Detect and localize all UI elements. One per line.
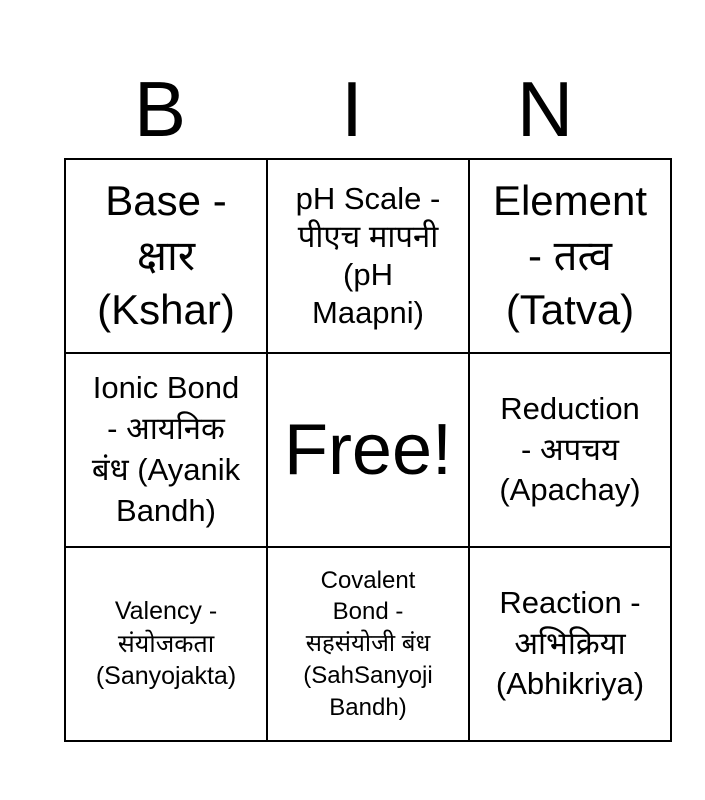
cell-r3c3-text: Reaction - अभिक्रिया (Abhikriya)	[495, 584, 645, 702]
cell-r2c1-text: Ionic Bond - आयनिक बंध (Ayanik Bandh)	[91, 370, 241, 528]
free-space-text: Free!	[283, 410, 453, 490]
cell-r1c3[interactable]	[469, 159, 671, 353]
grid-row-3	[65, 547, 671, 741]
bingo-grid	[64, 158, 672, 742]
cell-free[interactable]	[267, 353, 469, 547]
bingo-header	[64, 60, 641, 158]
cell-r3c3[interactable]	[469, 547, 671, 741]
header-letter-i: I	[341, 65, 363, 153]
cell-r3c1[interactable]	[65, 547, 267, 741]
cell-r3c1-text: Valency - संयोजकता (Sanyojakta)	[95, 597, 237, 691]
header-letter-n: N	[516, 65, 574, 153]
cell-r1c2-text: pH Scale - पीएच मापनी (pH Maapni)	[295, 181, 441, 330]
grid-row-1	[65, 159, 671, 353]
grid-row-2	[65, 353, 671, 547]
cell-r2c3[interactable]	[469, 353, 671, 547]
cell-r3c2[interactable]	[267, 547, 469, 741]
cell-r2c1[interactable]	[65, 353, 267, 547]
cell-r3c2-text: Covalent Bond - सहसंयोजी बंध (SahSanyoji Bandh)	[303, 566, 433, 721]
cell-r1c1[interactable]	[65, 159, 267, 353]
header-letter-b: B	[133, 65, 187, 153]
cell-r1c3-text: Element - तत्व (Tatva)	[492, 177, 648, 334]
cell-r1c1-text: Base - क्षार (Kshar)	[97, 177, 235, 334]
cell-r1c2[interactable]	[267, 159, 469, 353]
cell-r2c3-text: Reduction - अपचय (Apachay)	[499, 390, 641, 508]
